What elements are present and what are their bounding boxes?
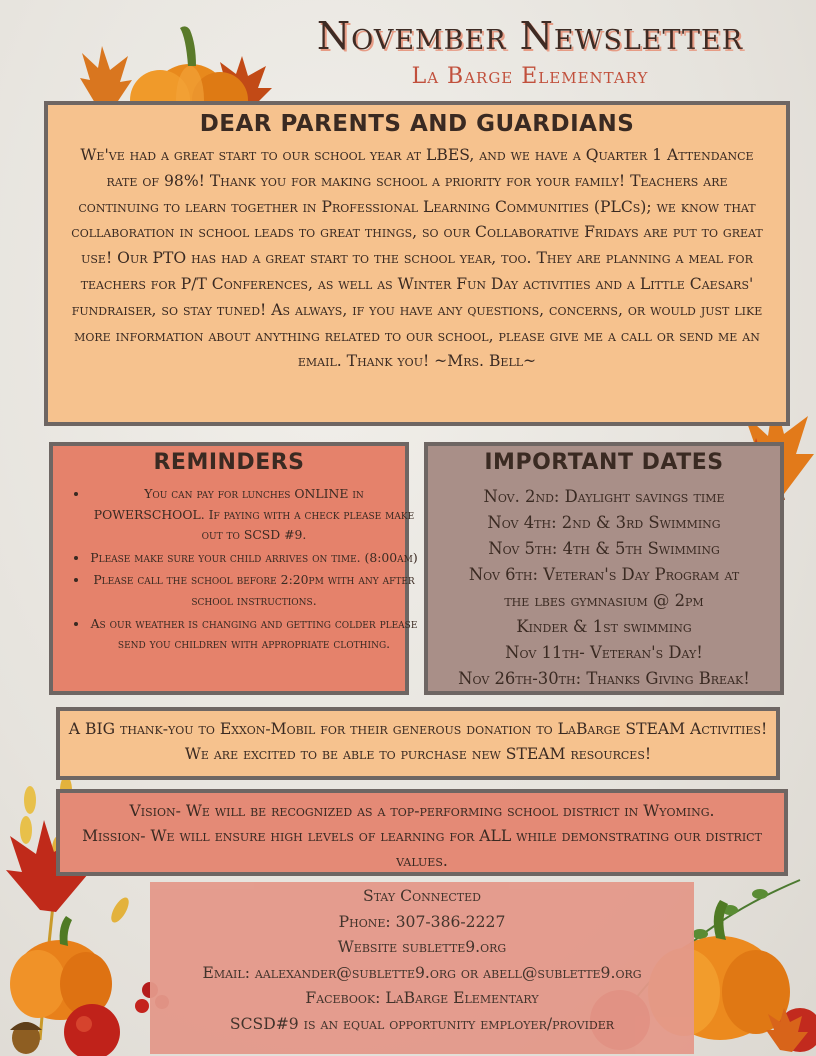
contact-box: [150, 882, 694, 1054]
thank-you-text: A BIG thank-you to Exxon-Mobil for their generous donation to LaBarge STEAM Activities! We are excited to be able to purchase new STEAM resources!: [68, 720, 768, 763]
date-item: Nov 6th: Veteran's Day Program at: [468, 565, 740, 584]
contact-lines: [150, 884, 694, 1038]
date-item: Nov 11th- Veteran's Day!: [505, 643, 703, 662]
reminders-heading: REMINDERS: [153, 450, 305, 475]
school-name-subtitle: La Barge Elementary: [411, 64, 649, 89]
date-item: Nov. 2nd: Daylight savings time: [483, 487, 725, 506]
mission-statement: Mission- We will ensure high levels of learning for ALL while demonstrating our district values.: [82, 827, 762, 870]
acorn-icon: [10, 1022, 42, 1054]
vision-mission-text: [64, 799, 780, 874]
reminders-list: [63, 484, 419, 657]
vision-mission-box: [56, 789, 788, 876]
contact-website[interactable]: Website sublette9.org: [337, 938, 507, 957]
contact-facebook[interactable]: Facebook: LaBarge Elementary: [305, 989, 539, 1008]
important-dates-box: [424, 442, 784, 695]
reminder-item: • You can pay for lunches ONLINE in POWERSCHOOL. If paying with a check please make out to SCSD #9.: [89, 484, 419, 546]
reminders-box: [49, 442, 418, 695]
equal-opportunity-statement: SCSD#9 is an equal opportunity employer/provider: [229, 1014, 615, 1033]
important-dates-list: [428, 484, 780, 692]
contact-email[interactable]: Email: aalexander@sublette9.org or abell@sublette9.org: [202, 963, 642, 982]
principal-letter-box: [44, 101, 790, 426]
date-item: Kinder & 1st swimming: [516, 617, 692, 636]
date-item: Nov 26th-30th: Thanks Giving Break!: [458, 669, 750, 688]
newsletter-title: November Newsletter: [316, 14, 744, 58]
reminder-item: • Please make sure your child arrives on time. (8:00am): [89, 548, 419, 569]
reminder-item: • As our weather is changing and getting colder please send you children with appropriate clothing.: [89, 614, 419, 655]
contact-phone: Phone: 307-386-2227: [338, 912, 506, 931]
reminder-item: • Please call the school before 2:20pm with any after school instructions.: [89, 570, 419, 611]
important-dates-heading: IMPORTANT DATES: [484, 450, 724, 475]
letter-body: We've had a great start to our school year at LBES, and we have a Quarter 1 Attendance rate of 98%! Thank you for making school a priority for your family! Teachers are continuing to learn together in Professional Learning Communities (PLCs); we know that collaboration in school leads to great things, so our Collaborative Fridays are put to great use! Our PTO has had a great start to the school year, too. They are planning a meal for teachers for P/T Conferences, as well as Winter Fun Day activities and a Little Caesars' fundraiser, so stay tuned! As always, if you have any questions, concerns, or would just like more information about anything related to our school, please give me a call or send me an email. Thank you! ~Mrs. Bell~: [71, 146, 763, 371]
thank-you-box: [56, 707, 780, 780]
date-item: Nov 5th: 4th & 5th Swimming: [488, 539, 720, 558]
vision-statement: Vision- We will be recognized as a top-performing school district in Wyoming.: [129, 802, 715, 820]
letter-heading: DEAR PARENTS AND GUARDIANS: [199, 111, 635, 137]
contact-heading: Stay Connected: [363, 887, 481, 905]
date-item: the lbes gymnasium @ 2pm: [504, 591, 704, 610]
date-item: Nov 4th: 2nd & 3rd Swimming: [487, 513, 721, 532]
maple-leaf-icon: [80, 46, 132, 104]
